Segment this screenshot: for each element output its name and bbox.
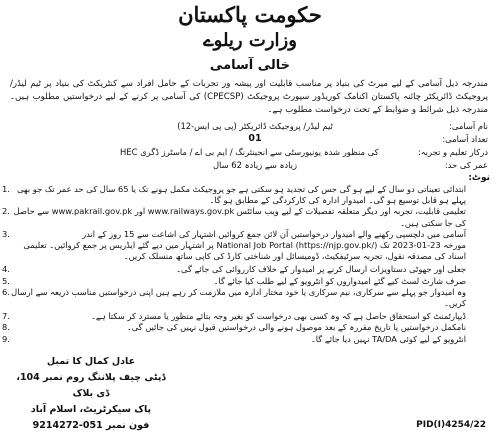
conditions-list [2,184,480,345]
contact-line1: ڈپٹی چیف پلاننگ روم نمبر 104، ڈی بلاک [16,372,166,399]
condition-item: 7. ڈیپارٹمنٹ کو استحقاق حاصل ہے کہ وہ کسی بھی درخواست کو بغیر وجہ بتائے منظور یا مسترد کر سکتا ہے۔ [2,311,466,322]
post-age-value: زیادہ سے زیادہ 62 سال [212,160,298,170]
condition-item: 3. آسامی میں دلچسپی رکھنے والے امیدوار درخواستیں آن لائن جمع کروائیں اشتہار کی اشاعت سے 15 روز کے اندر [2,228,466,239]
post-qualification-label: درکار تعلیم و تجربہ: [417,147,488,157]
condition-item: 2. تعلیمی قابلیت، تجربہ اور دیگر متعلقہ تفصیلات کے لیے ویب سائٹس www.railways.gov.pk اور www.pakrail.gov.pk سے حاصل کی جا سکتی ہیں۔ [2,206,466,228]
post-qualification-value: HEC کی منظور شدہ یونیورسٹی سے انجینئرنگ / ایم بی اے / ماسٹرز ڈگری [120,147,379,157]
post-age-label: عمر کی حد: [444,160,488,170]
post-name-label: نام آسامی: [449,121,488,131]
contact-address [16,354,166,434]
condition-item: 4. جعلی اور جھوٹی دستاویزات ارسال کرنے پر امیدوار کے خلاف کارروائی کی جائے گی۔ [2,264,466,275]
condition-item: 1. ابتدائی تعیناتی دو سال کے لیے ہو گی جس کی تجدید ہو سکتی ہے جو پروجیکٹ مکمل ہونے تک یا 65 سال کی حد عمر تک جو بھی پہلے ہو قابل توسیع ہو گی۔ امیدوار ادارہ کی کارکردگی کے مطابق ہو گا۔ [2,184,466,206]
condition-item: 6. وہ امیدوار جو پہلے سے سرکاری، نیم سرکاری یا خود مختار ادارہ میں ملازمت کر رہے ہیں اپنی درخواستیں مناسب ذریعہ سے ارسال کریں۔ [2,286,466,309]
condition-item: مورخہ 23-01-2023 تک National Job Portal (https://njp.gov.pk/) پر اشتہار میں دیے گئے ایڈریس پر جمع کروائیں۔ تعلیمی اسناد کی مصدقہ نقول، تجربہ سرٹیفکیٹ، ڈومیسائل اور شناختی کارڈ کی کاپی ساتھ منسلک کریں۔ [23,240,466,262]
post-count-label: تعداد آسامی: [442,134,488,144]
contact-name: عادل کمال کا تمبل [46,356,136,367]
condition-item: 5. صرف شارٹ لسٹ کیے گئے امیدواروں کو انٹرویو کے لیے طلب کیا جائے گا۔ [2,275,466,286]
contact-phone: فون نمبر 051-9214272 [32,420,150,431]
pid-number: PID(I)4254/22 [416,420,486,430]
header-vacancy: خالی آسامی [209,58,291,73]
post-count-value: 01 [248,133,262,144]
condition-item: 9. انٹرویو کے لیے کوئی TA/DA نہیں دیا جائے گا۔ [2,333,466,344]
contact-line2: پاک سیکرٹریٹ، اسلام آباد [30,404,152,415]
post-name-value: ٹیم لیڈر/ پروجیکٹ ڈائریکٹر (پی پی ایس-12) [177,121,333,131]
notes-heading: نوٹ: [468,173,490,183]
intro-paragraph: مندرجہ ذیل آسامی کے لیے میرٹ کی بنیاد پر مناسب قابلیت اور پیشہ ور تجربات کے حامل افراد سے کنٹریکٹ کی بنیاد پر ٹیم لیڈر/ پروجیکٹ ڈائریکٹر چائنہ پاکستان اکنامک کوریڈور سپورٹ پروجیکٹ (CPECSP) کی آسامی پر کرنے کے لیے درخواستیں مطلوب ہیں۔ مندرجہ ذیل شرائط و ضوابط کے تحت درخواست مطلوب ہے۔ [10,79,488,115]
header-government: حکومت پاکستان [178,2,322,27]
header-ministry: وزارت ریلوے [203,30,297,51]
condition-item: 8. نامکمل درخواستیں یا تاریخ مقررہ کے بعد موصول ہونے والی درخواستیں قبول نہیں کی جائیں گی۔ [2,322,466,333]
